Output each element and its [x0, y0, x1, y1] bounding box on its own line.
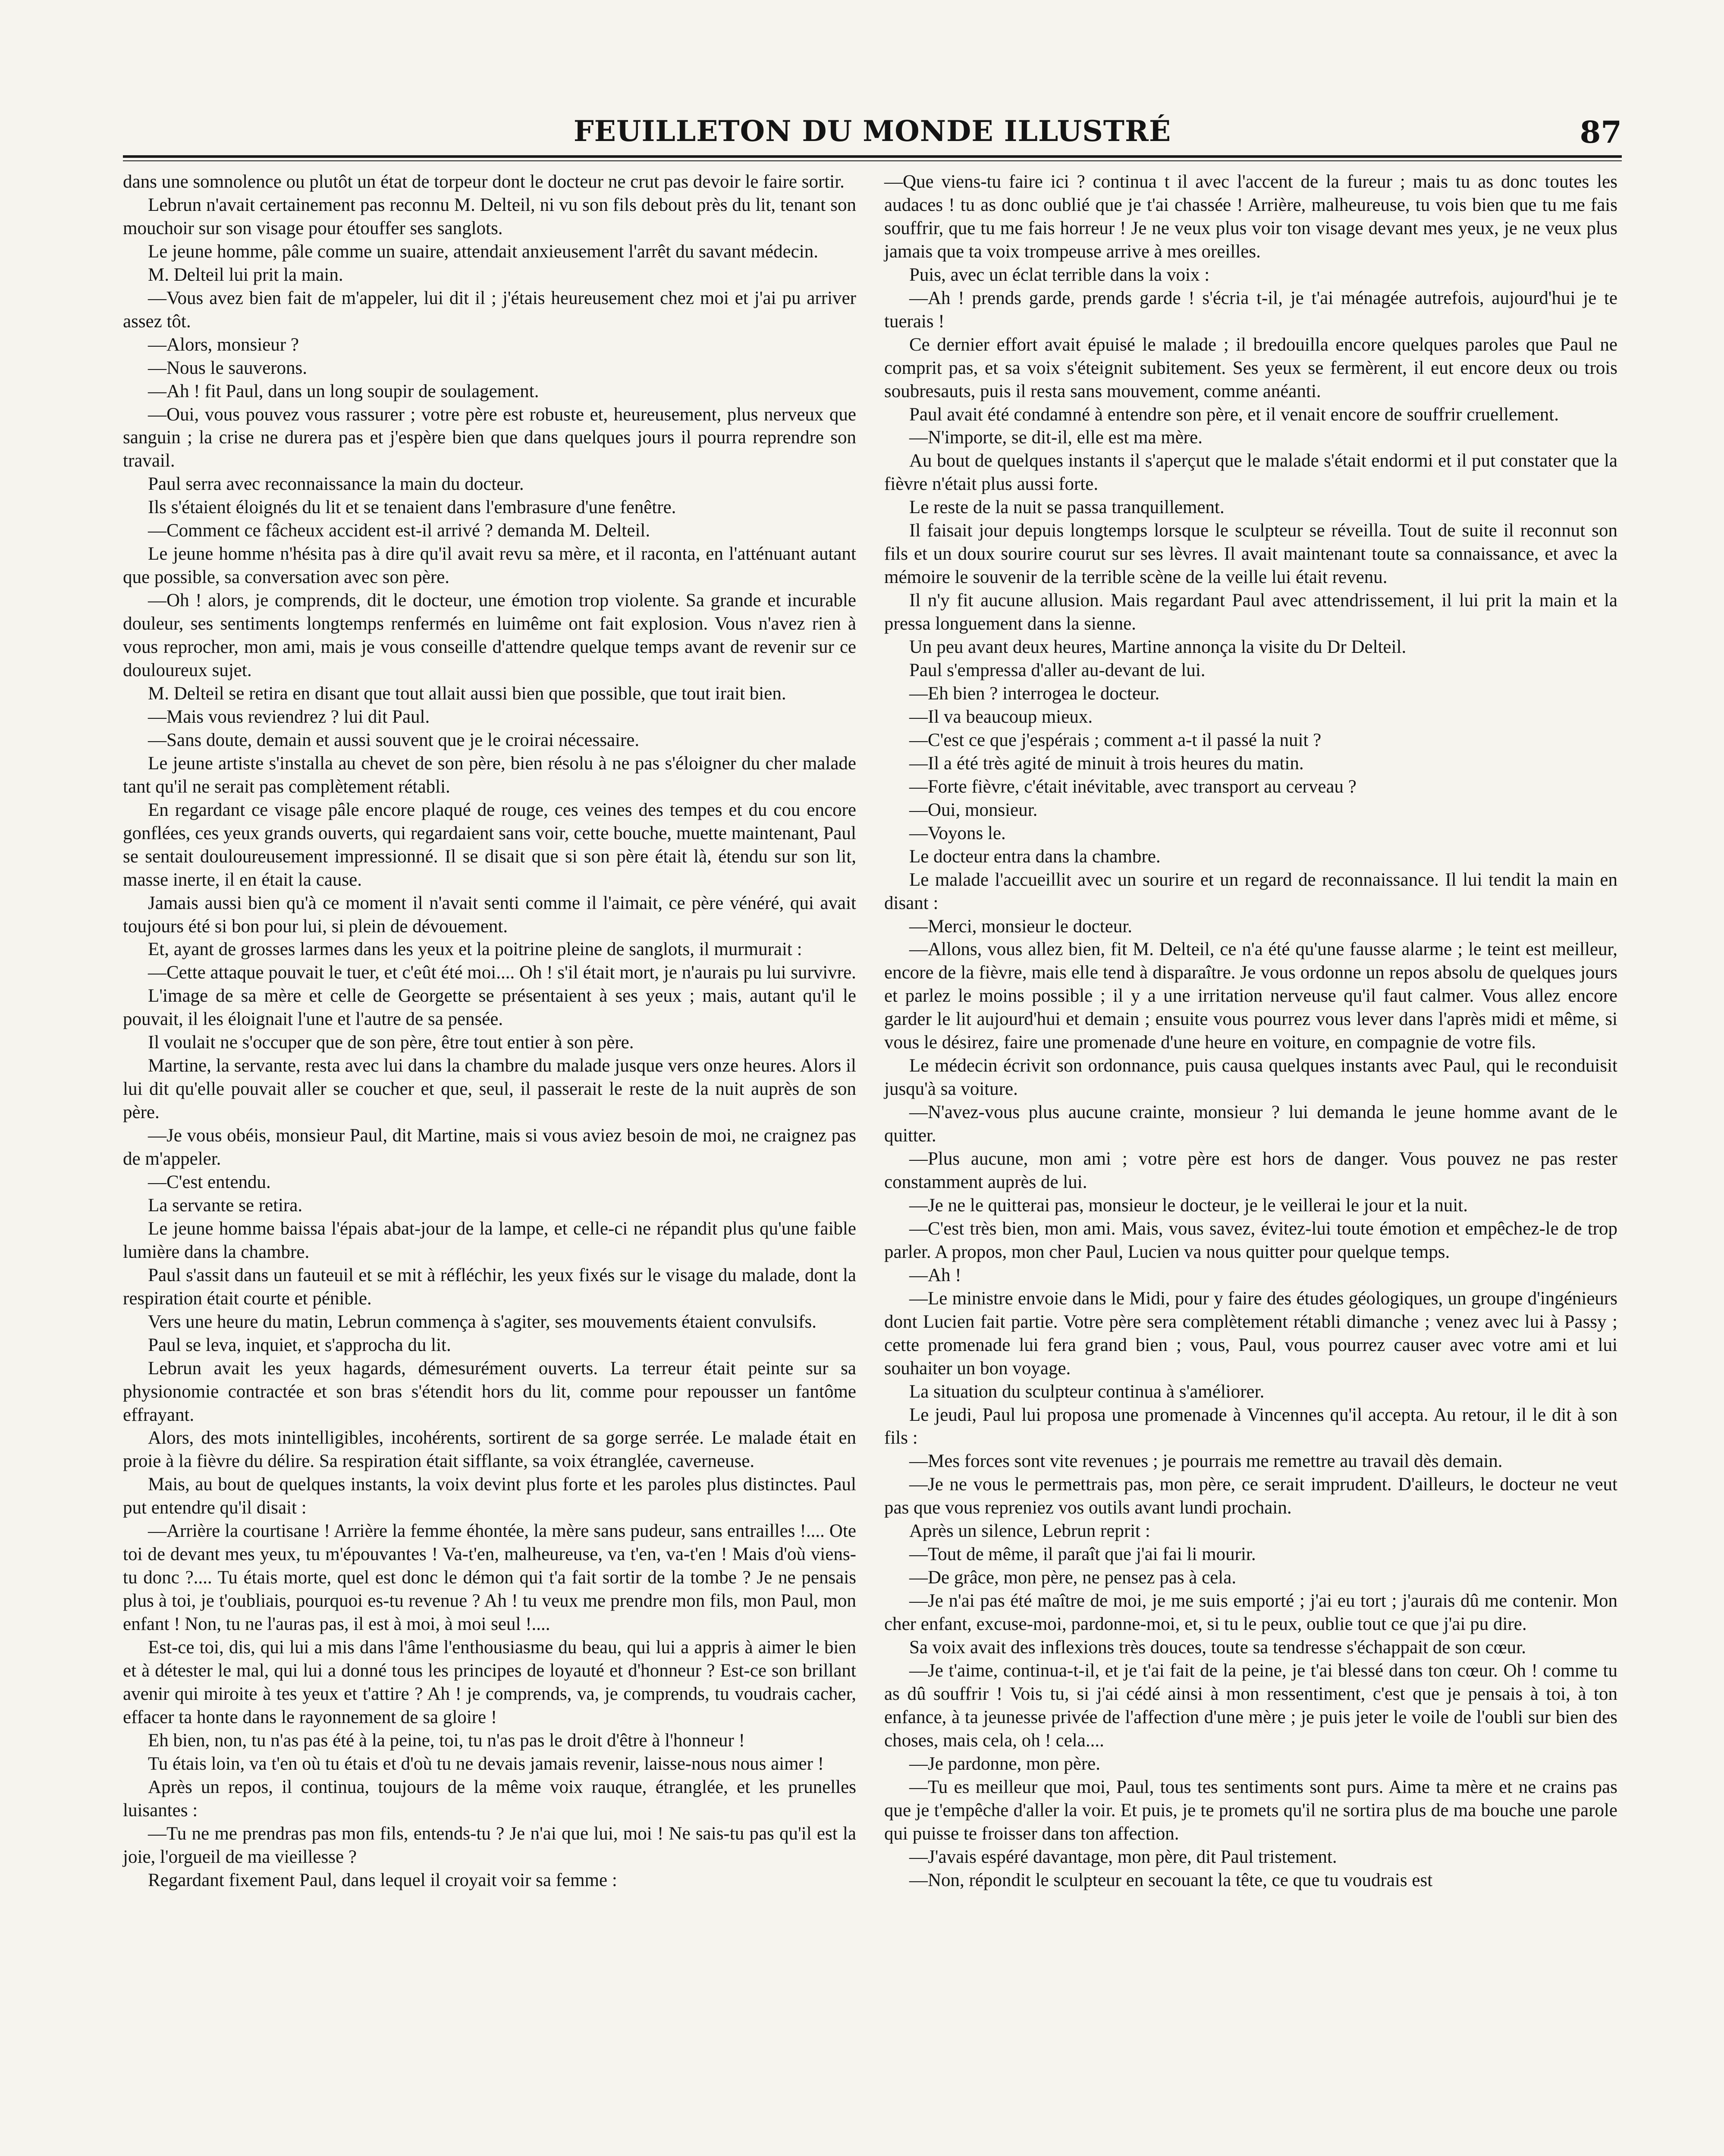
paragraph: —Non, répondit le sculpteur en secouant la tête, ce que tu voudrais est — [909, 1870, 1433, 1890]
paragraph: Vers une heure du matin, Lebrun commença à s'agiter, ses mouvements étaient convulsifs. — [148, 1311, 816, 1332]
paragraph: Regardant fixement Paul, dans lequel il croyait voir sa femme : — [148, 1870, 617, 1890]
paragraph: M. Delteil se retira en disant que tout allait aussi bien que possible, que tout irait bien. — [148, 683, 786, 704]
paragraph: Jamais aussi bien qu'à ce moment il n'avait senti comme il l'aimait, ce père vénéré, qui avait toujours été si bon pour lui, si plein de dévouement. — [123, 893, 856, 937]
paragraph: —Sans doute, demain et aussi souvent que je le croirai nécessaire. — [148, 730, 640, 750]
paragraph: —Ah ! fit Paul, dans un long soupir de soulagement. — [148, 381, 539, 401]
paragraph: Est-ce toi, dis, qui lui a mis dans l'âme l'enthousiasme du beau, qui lui a appris à aimer le bien et à détester le mal, qui lui a donné tous les principes de loyauté et d'honneur ? Est-ce son brillant avenir qui miroite à tes yeux et t'attire ? Ah ! je comprends, va, je comprends, tu voudrais cacher, effacer ta honte dans le rayonnement de sa gloire ! — [123, 1637, 856, 1727]
paragraph: —Merci, monsieur le docteur. — [909, 916, 1133, 937]
paragraph: La servante se retira. — [148, 1195, 303, 1216]
paragraph: Il faisait jour depuis longtemps lorsque le sculpteur se réveilla. Tout de suite il reconnut son fils et un doux sourire courut sur ses lèvres. Il avait maintenant toute sa connaissance, et avec la mémoire le souvenir de la terrible scène de la veille lui était revenu. — [884, 520, 1617, 588]
paragraph: —Le ministre envoie dans le Midi, pour y faire des études géologiques, un groupe d'ingénieurs dont Lucien fait partie. Votre père sera complètement rétabli dimanche ; venez avec lui à Passy ; cette promenade lui fera grand bien ; vous, Paul, vous pourrez causer avec votre ami et lui souhaiter un bon voyage. — [884, 1288, 1617, 1379]
paragraph: —Oh ! alors, je comprends, dit le docteur, une émotion trop violente. Sa grande et incurable douleur, ses sentiments longtemps renfermés en luimême ont fait explosion. Vous n'avez rien à vous reprocher, mon ami, mais je vous conseille d'attendre quelque temps avant de revenir sur ce douloureux sujet. — [123, 590, 856, 681]
paragraph: —Nous le sauverons. — [148, 357, 308, 378]
paragraph: —J'avais espéré davantage, mon père, dit Paul tristement. — [909, 1846, 1337, 1867]
paragraph: —Tu es meilleur que moi, Paul, tous tes sentiments sont purs. Aime ta mère et ne crains pas que je t'empêche d'aller la voir. Et puis, je te promets qu'il ne sortira plus de ma bouche une parole qui puisse te froisser dans ton affection. — [884, 1777, 1617, 1844]
paragraph: —Je vous obéis, monsieur Paul, dit Martine, mais si vous aviez besoin de moi, ne craignez pas de m'appeler. — [123, 1125, 856, 1169]
paragraph: Après un silence, Lebrun reprit : — [909, 1521, 1150, 1542]
paragraph: Paul avait été condamné à entendre son père, et il venait encore de souffrir cruellement. — [909, 404, 1559, 425]
paragraph: —Il a été très agité de minuit à trois heures du matin. — [909, 753, 1304, 774]
paragraph: —Mais vous reviendrez ? lui dit Paul. — [148, 706, 430, 727]
paragraph: —Vous avez bien fait de m'appeler, lui dit il ; j'étais heureusement chez moi et j'ai pu arriver assez tôt. — [123, 288, 856, 332]
paragraph: Puis, avec un éclat terrible dans la voix : — [909, 264, 1210, 285]
paragraph: dans une somnolence ou plutôt un état de torpeur dont le docteur ne crut pas devoir le faire sortir. — [123, 172, 845, 192]
paragraph: —Je n'ai pas été maître de moi, je me suis emporté ; j'ai eu tort ; j'aurais dû me contenir. Mon cher enfant, excuse-moi, pardonne-moi, et, si tu le peux, oublie tout ce que j'ai pu dire. — [884, 1591, 1617, 1635]
paragraph: —Je t'aime, continua-t-il, et je t'ai fait de la peine, je t'ai blessé dans ton cœur. Oh ! comme tu as dû souffrir ! Vois tu, si j'ai cédé ainsi à mon ressentiment, c'est que je pensais à toi, à ton enfance, à ta jeunesse privée de l'affection d'une mère ; je puis jeter le voile de l'oubli sur bien des choses, mais cela, oh ! cela.... — [884, 1661, 1617, 1751]
right-column — [884, 170, 1617, 1892]
paragraph: —Plus aucune, mon ami ; votre père est hors de danger. Vous pouvez ne pas rester constamment auprès de lui. — [884, 1149, 1617, 1192]
paragraph: Le docteur entra dans la chambre. — [909, 846, 1161, 867]
page-header — [123, 114, 1622, 157]
page-number: 87 — [1580, 114, 1622, 150]
paragraph: —Tout de même, il paraît que j'ai fai li mourir. — [909, 1544, 1256, 1565]
paragraph: Sa voix avait des inflexions très douces, toute sa tendresse s'échappait de son cœur. — [909, 1637, 1526, 1658]
paragraph: —Comment ce fâcheux accident est-il arrivé ? demanda M. Delteil. — [148, 520, 650, 541]
paragraph: Il voulait ne s'occuper que de son père, être tout entier à son père. — [148, 1032, 634, 1053]
paragraph: Le malade l'accueillit avec un sourire et un regard de reconnaissance. Il lui tendit la main en disant : — [884, 869, 1617, 913]
paragraph: —Que viens-tu faire ici ? continua t il avec l'accent de la fureur ; mais tu as donc toutes les audaces ! tu as donc oublié que je t'ai chassée ! Arrière, malheureuse, tu vois bien que tu me fais souffrir, que tu me fais horreur ! Je ne veux plus voir ton visage devant mes yeux, je ne veux plus jamais que ta voix trompeuse arrive à mes oreilles. — [884, 172, 1617, 262]
paragraph: Martine, la servante, resta avec lui dans la chambre du malade jusque vers onze heures. Alors il lui dit qu'elle pouvait aller se coucher et que, seul, il passerait le reste de la nuit auprès de son père. — [123, 1056, 856, 1123]
paragraph: Paul se leva, inquiet, et s'approcha du lit. — [148, 1335, 451, 1355]
paragraph: Au bout de quelques instants il s'aperçut que le malade s'était endormi et il put constater que la fièvre n'était plus aussi forte. — [884, 451, 1617, 495]
header-rule-thin — [123, 160, 1622, 161]
paragraph: Eh bien, non, tu n'as pas été à la peine, toi, tu n'as pas le droit d'être à l'honneur ! — [148, 1730, 745, 1751]
paragraph: Le médecin écrivit son ordonnance, puis causa quelques instants avec Paul, qui le reconduisit jusqu'à sa voiture. — [884, 1056, 1617, 1100]
paragraph: —Ah ! prends garde, prends garde ! s'écria t-il, je t'ai ménagée autrefois, aujourd'hui je te tuerais ! — [884, 288, 1617, 332]
paragraph: Il n'y fit aucune allusion. Mais regardant Paul avec attendrissement, il lui prit la main et la pressa longuement dans la sienne. — [884, 590, 1617, 634]
paragraph: Ce dernier effort avait épuisé le malade ; il bredouilla encore quelques paroles que Paul ne comprit pas, et sa voix s'éteignit subitement. Ses yeux se fermèrent, il eut encore deux ou trois soubresauts, puis il resta sans mouvement, comme anéanti. — [884, 334, 1617, 401]
paragraph: —Je pardonne, mon père. — [909, 1753, 1100, 1774]
paragraph: —Oui, vous pouvez vous rassurer ; votre père est robuste et, heureusement, plus nerveux que sanguin ; la crise ne durera pas et j'espère bien que dans quelques jours il pourra reprendre son travail. — [123, 404, 856, 471]
paragraph: Le jeudi, Paul lui proposa une promenade à Vincennes qu'il accepta. Au retour, il le dit à son fils : — [884, 1404, 1617, 1448]
paragraph: —Je ne le quitterai pas, monsieur le docteur, je le veillerai le jour et la nuit. — [909, 1195, 1468, 1216]
paragraph: —Oui, monsieur. — [909, 799, 1038, 820]
paragraph: Après un repos, il continua, toujours de la même voix rauque, étranglée, et les prunelles luisantes : — [123, 1777, 856, 1821]
paragraph: —Alors, monsieur ? — [148, 334, 299, 355]
paragraph: —Tu ne me prendras pas mon fils, entends-tu ? Je n'ai que lui, moi ! Ne sais-tu pas qu'il est la joie, l'orgueil de ma vieillesse ? — [123, 1823, 856, 1867]
paragraph: —Je ne vous le permettrais pas, mon père, ce serait imprudent. D'ailleurs, le docteur ne veut pas que vous repreniez vos outils avant lundi prochain. — [884, 1474, 1617, 1518]
paragraph: Et, ayant de grosses larmes dans les yeux et la poitrine pleine de sanglots, il murmurait : — [148, 939, 802, 960]
paragraph: —De grâce, mon père, ne pensez pas à cela. — [909, 1567, 1237, 1588]
paragraph: —Il va beaucoup mieux. — [909, 706, 1093, 727]
paragraph: —N'avez-vous plus aucune crainte, monsieur ? lui demanda le jeune homme avant de le quitter. — [884, 1102, 1617, 1146]
paragraph: Tu étais loin, va t'en où tu étais et d'où tu ne devais jamais revenir, laisse-nous nous aimer ! — [148, 1753, 824, 1774]
paragraph: Mais, au bout de quelques instants, la voix devint plus forte et les paroles plus distinctes. Paul put entendre qu'il disait : — [123, 1474, 856, 1518]
paragraph: Le jeune homme, pâle comme un suaire, attendait anxieusement l'arrêt du savant médecin. — [148, 241, 818, 262]
paragraph: Un peu avant deux heures, Martine annonça la visite du Dr Delteil. — [909, 637, 1407, 658]
paragraph: L'image de sa mère et celle de Georgette se présentaient à ses yeux ; mais, autant qu'il le pouvait, il les éloignait l'une et l'autre de sa pensée. — [123, 986, 856, 1030]
paragraph: La situation du sculpteur continua à s'améliorer. — [909, 1381, 1265, 1402]
left-column — [123, 170, 856, 1892]
paragraph: M. Delteil lui prit la main. — [148, 264, 343, 285]
paragraph: Le reste de la nuit se passa tranquillement. — [909, 497, 1225, 518]
paragraph: Le jeune homme baissa l'épais abat-jour de la lampe, et celle-ci ne répandit plus qu'une faible lumière dans la chambre. — [123, 1218, 856, 1262]
paragraph: —Arrière la courtisane ! Arrière la femme éhontée, la mère sans pudeur, sans entrailles !.... Ote toi de devant mes yeux, tu m'épouvantes ! Va-t'en, malheureuse, va t'en, va-t'en ! Mais d'où viens-tu donc ?.... Tu étais morte, quel est donc le démon qui t'a fait sortir de la tombe ? Je ne pensais plus à toi, je t'oubliais, pourquoi es-tu revenue ? Ah ! tu veux me prendre mon fils, mon Paul, mon enfant ! Non, tu ne l'auras pas, il est à moi, à moi seul !.... — [123, 1521, 856, 1635]
paragraph: —Ah ! — [909, 1265, 961, 1285]
paragraph: Lebrun avait les yeux hagards, démesurément ouverts. La terreur était peinte sur sa physionomie contractée et son bras s'étendit hors du lit, comme pour repousser un fantôme effrayant. — [123, 1358, 856, 1425]
paragraph: —Mes forces sont vite revenues ; je pourrais me remettre au travail dès demain. — [909, 1451, 1503, 1472]
paragraph: Paul serra avec reconnaissance la main du docteur. — [148, 474, 524, 495]
header-rule — [123, 155, 1622, 158]
paragraph: Paul s'assit dans un fauteuil et se mit à réfléchir, les yeux fixés sur le visage du malade, dont la respiration était courte et pénible. — [123, 1265, 856, 1309]
paragraph: —Eh bien ? interrogea le docteur. — [909, 683, 1160, 704]
paragraph: —Forte fièvre, c'était inévitable, avec transport au cerveau ? — [909, 776, 1357, 797]
paragraph: —C'est très bien, mon ami. Mais, vous savez, évitez-lui toute émotion et empêchez-le de trop parler. A propos, mon cher Paul, Lucien va nous quitter pour quelque temps. — [884, 1218, 1617, 1262]
paragraph: Ils s'étaient éloignés du lit et se tenaient dans l'embrasure d'une fenêtre. — [148, 497, 676, 518]
paragraph: Lebrun n'avait certainement pas reconnu M. Delteil, ni vu son fils debout près du lit, tenant son mouchoir sur son visage pour étouffer ses sanglots. — [123, 194, 856, 238]
paragraph: —C'est ce que j'espérais ; comment a-t il passé la nuit ? — [909, 730, 1322, 750]
paragraph: —Cette attaque pouvait le tuer, et c'eût été moi.... Oh ! s'il était mort, je n'aurais pu lui survivre. — [148, 962, 856, 983]
paragraph: Paul s'empressa d'aller au-devant de lui. — [909, 660, 1206, 681]
paragraph: Le jeune homme n'hésita pas à dire qu'il avait revu sa mère, et il raconta, en l'atténuant autant que possible, sa conversation avec son père. — [123, 544, 856, 588]
paragraph: Le jeune artiste s'installa au chevet de son père, bien résolu à ne pas s'éloigner du cher malade tant qu'il ne serait pas complètement rétabli. — [123, 753, 856, 797]
paragraph: —Voyons le. — [909, 823, 1006, 843]
paragraph: En regardant ce visage pâle encore plaqué de rouge, ces veines des tempes et du cou encore gonflées, ces yeux grands ouverts, qui regardaient sans voir, cette bouche, muette maintenant, Paul se sentait douloureusement impressionné. Il se disait que si son père était là, étendu sur son lit, masse inerte, il en était la cause. — [123, 799, 856, 890]
paragraph: —C'est entendu. — [148, 1172, 271, 1192]
running-title: FEUILLETON DU MONDE ILLUSTRÉ — [573, 114, 1171, 148]
paragraph: Alors, des mots inintelligibles, incohérents, sortirent de sa gorge serrée. Le malade était en proie à la fièvre du délire. Sa respiration était sifflante, sa voix étranglée, caverneuse. — [123, 1428, 856, 1472]
paragraph: —N'importe, se dit-il, elle est ma mère. — [909, 427, 1203, 448]
paragraph: —Allons, vous allez bien, fit M. Delteil, ce n'a été qu'une fausse alarme ; le teint est meilleur, encore de la fièvre, mais elle tend à disparaître. Je vous ordonne un repos absolu de quelques jours et parlez le moins possible ; il y a une irritation nerveuse qu'il faut calmer. Vous allez encore garder le lit aujourd'hui et demain ; ensuite vous pourrez vous lever dans l'après midi et même, si vous le désirez, faire une promenade d'une heure en voiture, en compagnie de votre fils. — [884, 939, 1617, 1053]
